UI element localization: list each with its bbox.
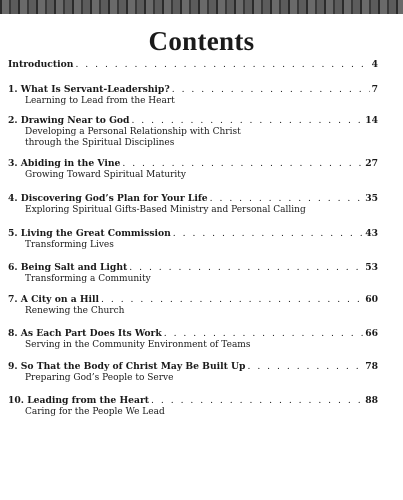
toc-line (8, 395, 378, 407)
toc-page-number: 60 (365, 294, 378, 305)
toc-line (8, 228, 378, 240)
toc-entry-10 (8, 395, 378, 418)
toc-number: 10. (8, 395, 28, 406)
toc-entry-3 (8, 158, 378, 181)
dot-leader (164, 328, 363, 340)
toc-entry-introduction (8, 59, 378, 71)
toc-entry-8 (8, 328, 378, 351)
toc-subtitle: Renewing the Church (25, 306, 125, 316)
toc-page-number: 27 (365, 158, 378, 169)
toc-line (8, 361, 378, 373)
toc-page-number: 43 (365, 228, 378, 239)
toc-page-number: 7 (371, 84, 378, 95)
toc-line (8, 59, 378, 71)
toc-line (8, 115, 378, 127)
toc-page-number: 14 (365, 115, 378, 126)
toc-label: Living the Great Commission (20, 228, 171, 239)
toc-entry-1 (8, 84, 378, 107)
dot-leader (101, 294, 363, 306)
toc-page-number: 66 (365, 328, 378, 339)
toc-label: Being Salt and Light (20, 262, 128, 273)
toc-label: What Is Servant-Leadership? (20, 84, 170, 95)
toc-page-number: 78 (365, 361, 378, 372)
toc-line (8, 158, 378, 170)
toc-page-number: 35 (365, 193, 378, 204)
toc-subtitle: Transforming a Community (25, 274, 151, 284)
toc-subtitle: Developing a Personal Relationship with Christ (25, 127, 241, 137)
dot-leader (172, 84, 370, 96)
decorative-border (0, 0, 403, 14)
toc-number: 1. (8, 84, 21, 95)
toc-label: So That the Body of Christ May Be Built Up (20, 361, 246, 372)
toc-label: Leading from the Heart (27, 395, 150, 406)
toc-number: 3. (8, 158, 21, 169)
toc-entry-2 (8, 115, 378, 149)
toc-label: Introduction (8, 59, 74, 70)
toc-number: 8. (8, 328, 21, 339)
toc-line (8, 294, 378, 306)
dot-leader (75, 59, 369, 71)
toc-number: 2. (8, 115, 21, 126)
page-title: Contents (148, 26, 255, 56)
dot-leader (247, 361, 363, 373)
toc-entry-5 (8, 228, 378, 251)
toc-subtitle: Exploring Spiritual Gifts-Based Ministry and Personal Calling (25, 205, 306, 215)
toc-line (8, 262, 378, 274)
toc-subtitle: Serving in the Community Environment of Teams (25, 340, 251, 350)
toc-page-number: 4 (371, 59, 378, 70)
dot-leader (122, 158, 363, 170)
dot-leader (173, 228, 363, 240)
toc-entry-4 (8, 193, 378, 216)
toc-label: Abiding in the Vine (20, 158, 121, 169)
toc-number: 7. (8, 294, 21, 305)
toc-subtitle: Transforming Lives (25, 240, 114, 250)
dot-leader (129, 262, 363, 274)
toc-entry-7 (8, 294, 378, 317)
toc-number: 4. (8, 193, 21, 204)
toc-label: A City on a Hill (20, 294, 100, 305)
toc-line (8, 328, 378, 340)
toc-label: Drawing Near to God (20, 115, 130, 126)
dot-leader (210, 193, 364, 205)
toc-subtitle: Learning to Lead from the Heart (25, 96, 175, 106)
toc-line (8, 193, 378, 205)
toc-number: 5. (8, 228, 21, 239)
toc-subtitle: Caring for the People We Lead (25, 407, 165, 417)
toc-subtitle: through the Spiritual Disciplines (25, 138, 175, 148)
toc-label: Discovering God’s Plan for Your Life (20, 193, 208, 204)
toc-subtitle: Preparing God’s People to Serve (25, 373, 174, 383)
toc-number: 9. (8, 361, 21, 372)
toc-subtitle: Growing Toward Spiritual Maturity (25, 170, 187, 180)
toc-page-number: 88 (365, 395, 378, 406)
toc-line (8, 84, 378, 96)
toc-entry-6 (8, 262, 378, 285)
toc-page-number: 53 (365, 262, 378, 273)
toc-entry-9 (8, 361, 378, 384)
dot-leader (151, 395, 363, 407)
dot-leader (131, 115, 363, 127)
toc-number: 6. (8, 262, 21, 273)
toc-label: As Each Part Does Its Work (20, 328, 162, 339)
